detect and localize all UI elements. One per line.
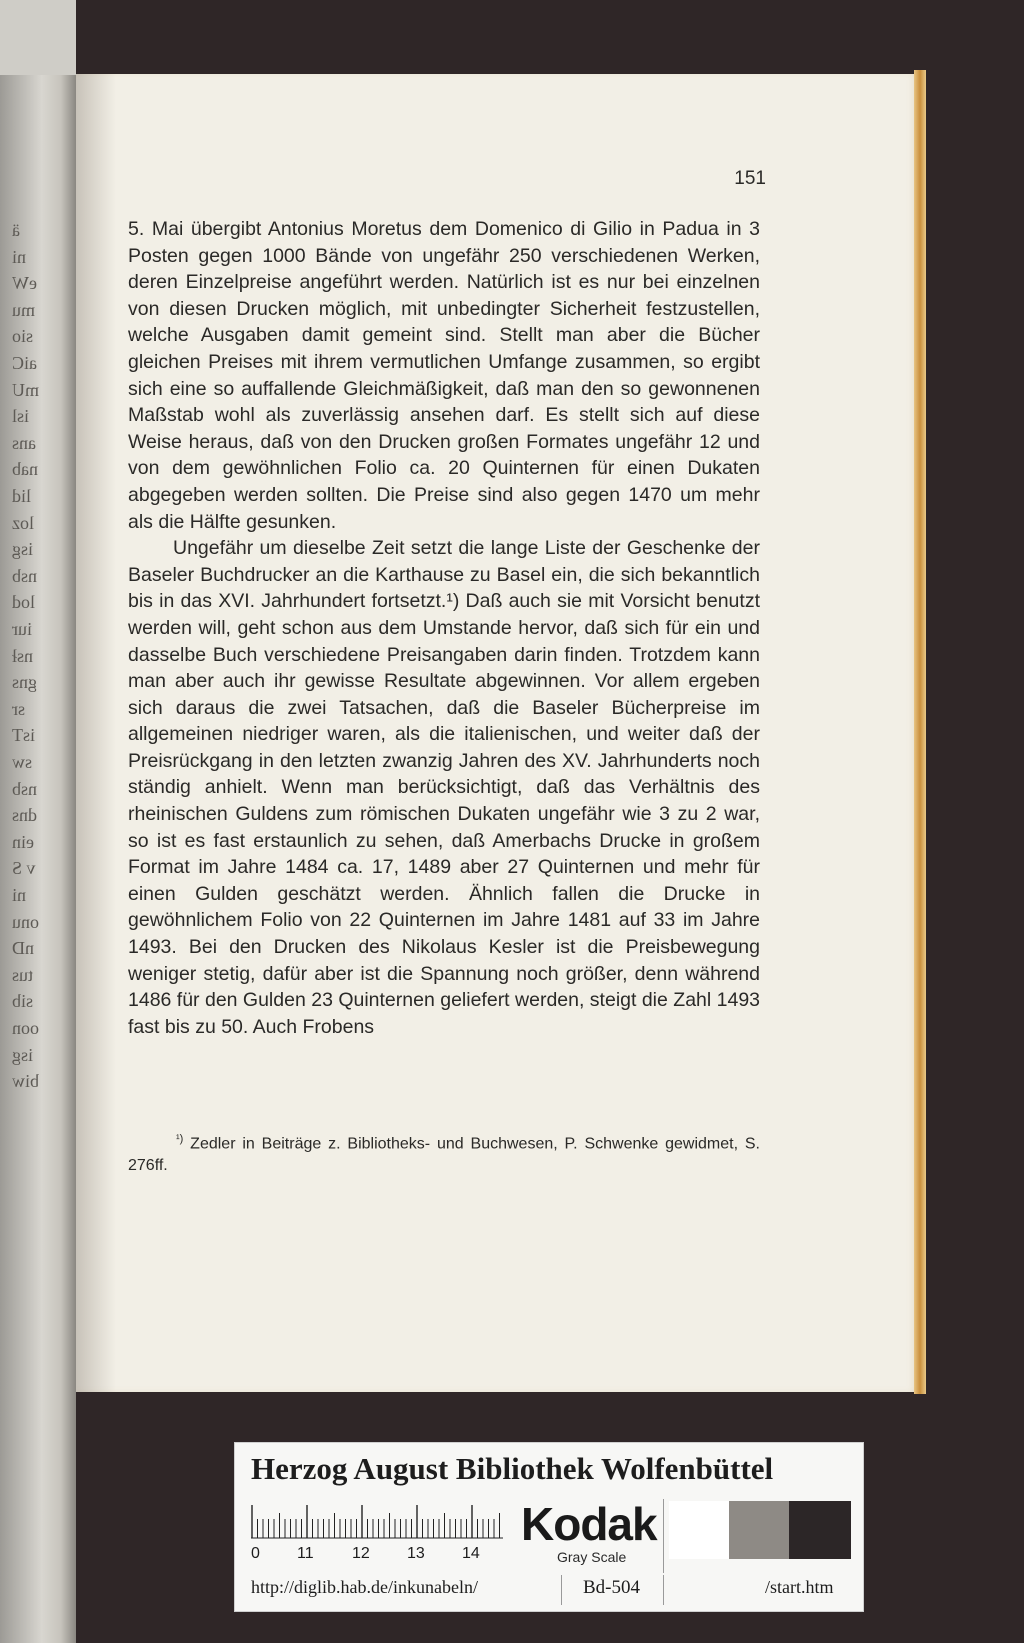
left-page-fragment: ans [12, 432, 36, 453]
page-gutter-shadow [76, 74, 116, 1392]
left-page-fragment: ä [12, 220, 20, 240]
footnote-marker: ¹) [176, 1133, 184, 1145]
page-number: 151 [734, 168, 766, 189]
left-page-fragment: nsb [12, 778, 38, 799]
left-page-top [0, 0, 76, 75]
strip-divider [663, 1575, 664, 1605]
left-page-fragment: dns [12, 805, 38, 826]
ruler-label: 14 [462, 1545, 480, 1562]
footnote-text: Zedler in Beiträge z. Bibliotheks- und Buchwesen, P. Schwenke gewidmet, S. 276ff. [128, 1135, 760, 1175]
left-page-fragment: sw [12, 752, 33, 772]
left-page-fragment: isg [12, 539, 34, 560]
ruler-scale [251, 1503, 503, 1539]
left-page-fragment: onu [12, 911, 39, 932]
left-page-fragment: iur [12, 619, 32, 639]
left-page-fragment: nsł [12, 645, 34, 666]
footnote [128, 1128, 760, 1177]
library-name: Herzog August Bibliothek Wolfenbüttel [251, 1451, 774, 1486]
left-page-fragment: sr [12, 698, 25, 719]
left-page-fragment: ni [12, 885, 27, 905]
left-page-fragment: sio [12, 326, 34, 347]
left-page-fragment: sib [12, 991, 34, 1012]
scan-target-strip [234, 1442, 864, 1612]
strip-divider [663, 1499, 664, 1573]
left-page-fragment: lid [12, 486, 32, 506]
paragraph-2: Ungefähr um dieselbe Zeit setzt die lange Liste der Geschenke der Baseler Buchdrucker an die Karthause zu Basel ein, die sich bekanntlich bis in das XVI. Jahrhundert fortsetzt.¹) Daß auch sie mit Vorsicht benutzt werden will, geht schon aus dem Umstande hervor, daß sich für ein und dasselbe Buch verschiedene Preisangaben darin finden. Trotzdem kann man aber auch ihr gewisse Resultate abgewinnen. Vor allem ergeben sich daraus die zwei Tatsachen, daß die Baseler Bücherpreise im allgemeinen niedriger waren, als die italienischen, und weiter daß der Preisrückgang in den letzten zwanzig Jahren des XV. Jahrhunderts noch ständig anhielt. Wenn man berücksichtigt, daß das Verhältnis des rheinischen Guldens zum römischen Dukaten ungefähr wie 3 zu 2 war, so ist es fast erstaunlich zu sehen, daß Amerbachs Drucke in großem Format im Jahre 1484 ca. 17, 1489 aber 27 Quinternen und mehr für einen Gulden geschätzt werden. Ähnlich fallen die Drucke in gewöhnlichem Folio von 22 Quinternen im Jahre 1481 auf 33 im Jahre 1493. Bei den Drucken des Nikolaus Kesler ist die Preisbewegung weniger stetig, dafür aber ist die Spannung noch größer, denn während 1486 für den Gulden 23 Quinternen geliefert werden, steigt die Zahl 1493 fast bis zu 50. Auch Frobens [128, 537, 761, 1038]
strip-divider [561, 1575, 562, 1605]
left-page-fragment: lod [12, 592, 36, 613]
left-facing-page [0, 0, 76, 1643]
url-right: /start.htm [765, 1577, 834, 1597]
url-left: http://diglib.hab.de/inkunabeln/ [251, 1577, 478, 1597]
left-page-fragment: ni [12, 246, 27, 267]
gray-scale-swatches [669, 1501, 851, 1559]
shelfmark: Bd-504 [583, 1577, 640, 1598]
swatch-gray [729, 1501, 789, 1559]
left-page-fragment: nD [12, 938, 34, 959]
swatch-white [669, 1501, 729, 1559]
left-page-fragment: ein [12, 831, 34, 852]
left-page-fragment: isl [12, 406, 30, 427]
left-page-fragment: aiC [12, 353, 37, 373]
ruler-label: 12 [352, 1545, 370, 1562]
ruler-label: 0 [251, 1545, 260, 1562]
left-page-fragment: mU [12, 379, 39, 400]
left-page-fragment: loz [12, 512, 34, 533]
left-page-fragment: nab [12, 459, 38, 480]
grayscale-label: Gray Scale [557, 1549, 627, 1565]
left-page-fragment: tus [12, 964, 34, 985]
ruler-label: 11 [297, 1545, 314, 1562]
left-page-fragment: nsb [12, 565, 38, 586]
left-page-fragment: mu [12, 299, 36, 320]
left-page-fragment: eW [12, 273, 37, 294]
left-page-fragment: gns [12, 672, 38, 693]
left-page-fragment: isg [12, 1044, 34, 1065]
ruler-labels [251, 1545, 511, 1569]
ruler-label: 13 [407, 1545, 425, 1562]
left-page-fragment: v S [12, 858, 36, 879]
body-text [128, 216, 760, 1040]
paragraph-1: 5. Mai übergibt Antonius Moretus dem Domenico di Gilio in Padua in 3 Posten gegen 1000 Bände von ungefähr 250 verschiedenen Werken, deren Einzelpreise angeführt werden. Natürlich ist es nur bei einzelnen von diesen Drucken möglich, mit unbedingter Sicherheit festzustellen, welche Ausgaben damit gemeint sind. Stellt man aber die Bücher gleichen Preises mit ihrem vermutlichen Umfange zusammen, so ergibt sich eine so auffallende Gleichmäßigkeit, daß man den so gewonnenen Maßstab wohl als zuverlässig ansehen darf. Es stellt sich auf diese Weise heraus, daß von den Drucken großen Formates ungefähr 12 und von dem gewöhnlichen Folio ca. 20 Quinternen für einen Dukaten abgegeben werden sollten. Die Preise sind also gegen 1470 um mehr als die Hälfte gesunken. [128, 218, 760, 533]
kodak-logo: Kodak [521, 1498, 657, 1550]
swatch-black [789, 1501, 851, 1559]
left-page-fragment: isT [12, 725, 36, 746]
page-edge [914, 70, 926, 1394]
left-page-fragment: oon [12, 1018, 39, 1038]
left-page-fragment: biw [12, 1071, 39, 1092]
